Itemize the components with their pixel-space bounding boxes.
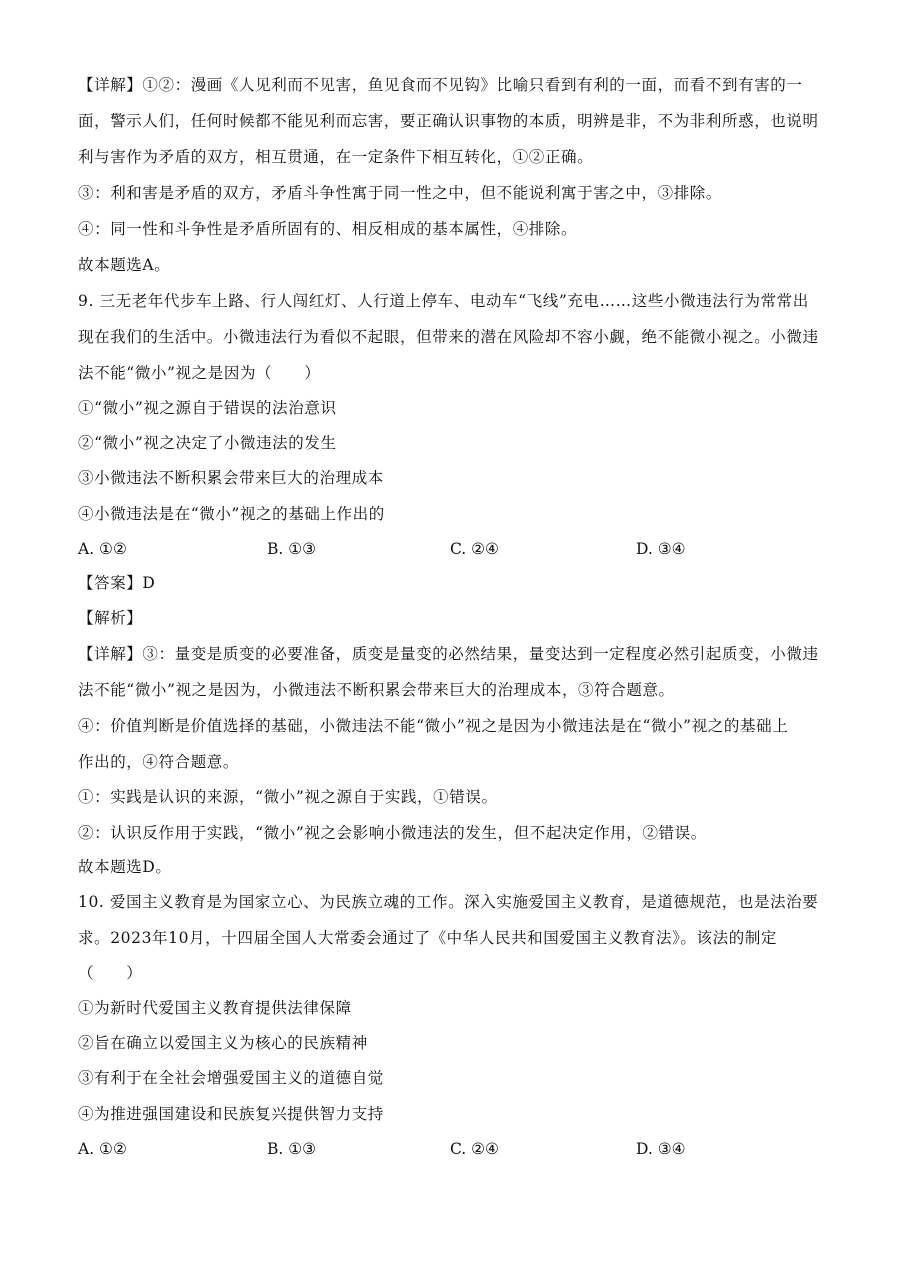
q9-option-c: C. ②④ <box>450 540 499 558</box>
q8-detail-line: 面，警示人们，任何时候都不能见利而忘害，要正确认识事物的本质，明辨是非，不为非利所惑，也说明 <box>78 112 819 130</box>
q8-detail-line: 【详解】①②：漫画《人见利而不见害，鱼见食而不见钩》比喻只看到有利的一面，而看不到有害的一 <box>78 76 803 94</box>
q10-option-b: B. ①③ <box>267 1140 317 1158</box>
q10-statement: ①为新时代爱国主义教育提供法律保障 <box>78 999 352 1017</box>
q9-statement: ①“微小”视之源自于错误的法治意识 <box>78 399 337 417</box>
q9-conclusion: 故本题选D。 <box>78 858 172 876</box>
q10-stem-line: 10. 爱国主义教育是为国家立心、为民族立魂的工作。深入实施爱国主义教育，是道德规范，也是法治要 <box>78 893 819 911</box>
q10-stem-line: （ ） <box>78 964 143 982</box>
q10-stem-line: 求。2023年10月，十四届全国人大常委会通过了《中华人民共和国爱国主义教育法》。该法的制定 <box>78 929 778 947</box>
q10-option-a: A. ①② <box>78 1140 127 1158</box>
q10-statement: ②旨在确立以爱国主义为核心的民族精神 <box>78 1034 368 1052</box>
q9-stem-line: 法不能“微小”视之是因为（ ） <box>78 364 321 382</box>
q9-detail-line: ②：认识反作用于实践，“微小”视之会影响小微违法的发生，但不起决定作用，②错误。 <box>78 824 707 842</box>
q9-detail-line: 法不能“微小”视之是因为，小微违法不断积累会带来巨大的治理成本，③符合题意。 <box>78 681 675 699</box>
q9-stem-line: 现在我们的生活中。小微违法行为看似不起眼，但带来的潜在风险却不容小觑，绝不能微小视之。小微违 <box>78 328 819 346</box>
q9-detail-line: 【详解】③：量变是质变的必要准备，质变是量变的必然结果，量变达到一定程度必然引起质变，小微违 <box>78 645 819 663</box>
q9-stem-line: 9. 三无老年代步车上路、行人闯红灯、人行道上停车、电动车“飞线”充电……这些小微违法行为常常出 <box>78 292 809 310</box>
q8-point-4: ④：同一性和斗争性是矛盾所固有的、相反相成的基本属性，④排除。 <box>78 220 578 238</box>
q9-statement: ②“微小”视之决定了小微违法的发生 <box>78 434 337 452</box>
q9-option-d: D. ③④ <box>636 540 686 558</box>
q8-conclusion: 故本题选A。 <box>78 256 171 274</box>
q10-statement: ③有利于在全社会增强爱国主义的道德自觉 <box>78 1069 384 1087</box>
q9-statement: ④小微违法是在“微小”视之的基础上作出的 <box>78 505 385 523</box>
q9-answer: 【答案】D <box>78 574 156 592</box>
q9-option-a: A. ①② <box>78 540 127 558</box>
q9-statement: ③小微违法不断积累会带来巨大的治理成本 <box>78 469 384 487</box>
q10-option-d: D. ③④ <box>636 1140 686 1158</box>
q10-statement: ④为推进强国建设和民族复兴提供智力支持 <box>78 1105 384 1123</box>
q8-point-3: ③：利和害是矛盾的双方，矛盾斗争性寓于同一性之中，但不能说利寓于害之中，③排除。 <box>78 184 723 202</box>
q9-option-b: B. ①③ <box>267 540 317 558</box>
q8-detail-line: 利与害作为矛盾的双方，相互贯通，在一定条件下相互转化，①②正确。 <box>78 148 594 166</box>
q9-detail-line: ①：实践是认识的来源，“微小”视之源自于实践，①错误。 <box>78 788 498 806</box>
q9-detail-line: 作出的，④符合题意。 <box>78 753 240 771</box>
q10-option-c: C. ②④ <box>450 1140 499 1158</box>
q9-analysis-label: 【解析】 <box>78 609 143 627</box>
q9-detail-line: ④：价值判断是价值选择的基础，小微违法不能“微小”视之是因为小微违法是在“微小”视之的基础上 <box>78 717 789 735</box>
